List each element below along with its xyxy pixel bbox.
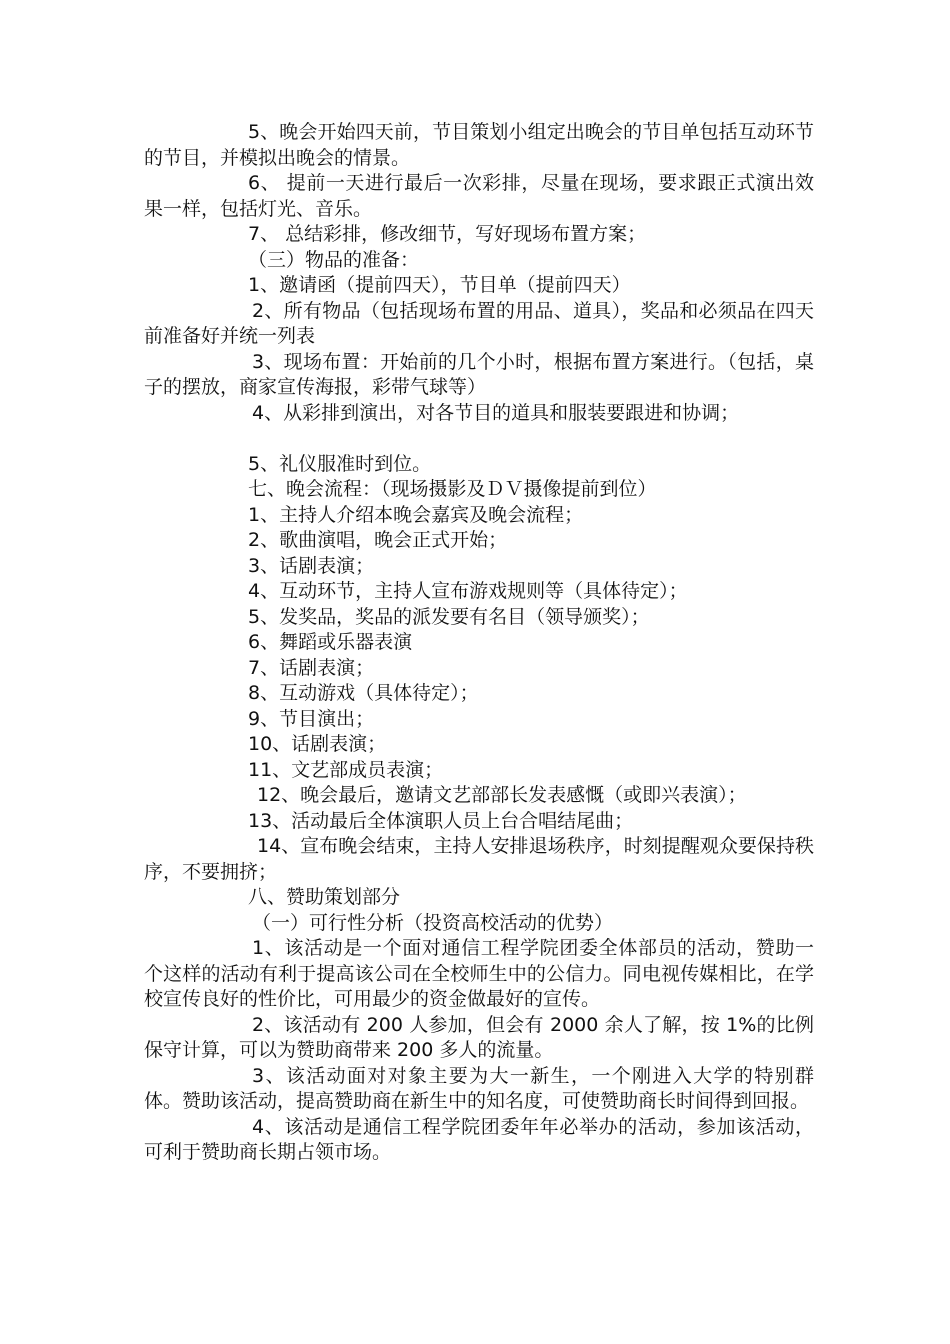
paragraph: 2、该活动有 200 人参加，但会有 2000 余人了解，按 1%的比例保守计算，可以为赞助商带来 200 多人的流量。 [144, 1013, 814, 1061]
paragraph: 7、 总结彩排，修改细节，写好现场布置方案； [248, 223, 647, 245]
list-item: 9、节目演出； [248, 707, 375, 730]
list-item: 10、话剧表演； [248, 733, 387, 755]
list-item: 14、宣布晚会结束，主持人安排退场秩序，时刻提醒观众要保持秩序，不要拥挤； [144, 835, 814, 883]
paragraph: 6、 提前一天进行最后一次彩排，尽量在现场，要求跟正式演出效果一样，包括灯光、音乐。 [144, 172, 814, 220]
paragraph: 5、礼仪服准时到位。 [248, 452, 432, 475]
section-heading: 七、晚会流程：（现场摄影及ＤＶ摄像提前到位） [248, 478, 657, 500]
list-item: 7、话剧表演； [248, 656, 375, 679]
list-item: 13、活动最后全体演职人员上台合唱结尾曲； [248, 809, 634, 832]
paragraph: 2、所有物品（包括现场布置的用品、道具），奖品和必须品在四天前准备好并统一列表 [144, 299, 814, 347]
paragraph: 3、该活动面对对象主要为大一新生，一个刚进入大学的特别群体。赞助该活动，提高赞助商在新生中的知名度，可使赞助商长时间得到回报。 [144, 1064, 814, 1112]
paragraph: 4、从彩排到演出，对各节目的道具和服装要跟进和协调； [252, 401, 740, 424]
section-heading: 八、赞助策划部分 [248, 886, 401, 908]
paragraph: 1、该活动是一个面对通信工程学院团委全体部员的活动，赞助一个这样的活动有利于提高该公司在全校师生中的公信力。同电视传媒相比，在学校宣传良好的性价比，可用最少的资金做最好的宣传。 [144, 937, 814, 1010]
list-item: 11、文艺部成员表演； [248, 758, 444, 781]
list-item: 4、互动环节，主持人宣布游戏规则等（具体待定）； [248, 580, 688, 602]
list-item: 8、互动游戏（具体待定）； [248, 682, 479, 704]
list-item: 1、主持人介绍本晚会嘉宾及晚会流程； [248, 503, 584, 526]
paragraph: 5、晚会开始四天前，节目策划小组定出晚会的节目单包括互动环节的节目，并模拟出晚会的情景。 [144, 121, 814, 169]
paragraph: 4、该活动是通信工程学院团委年年必举办的活动，参加该活动，可利于赞助商长期占领市场。 [144, 1115, 814, 1163]
list-item: 2、歌曲演唱，晚会正式开始； [248, 529, 508, 551]
subsection-heading: （一）可行性分析（投资高校活动的优势） [252, 911, 614, 934]
list-item: 12、晚会最后，邀请文艺部部长发表感慨（或即兴表演）； [257, 784, 747, 806]
blank-line [144, 426, 814, 452]
paragraph: 3、现场布置：开始前的几个小时，根据布置方案进行。（包括，桌子的摆放，商家宣传海报，彩带气球等） [144, 350, 814, 398]
document-body [144, 120, 814, 1166]
list-item: 6、舞蹈或乐器表演 [248, 631, 413, 653]
paragraph: 1、邀请函（提前四天），节目单（提前四天） [248, 274, 631, 296]
section-heading: （三）物品的准备： [248, 248, 420, 271]
list-item: 5、发奖品，奖品的派发要有名目（领导颁奖）； [248, 605, 650, 628]
list-item: 3、话剧表演； [248, 554, 375, 577]
